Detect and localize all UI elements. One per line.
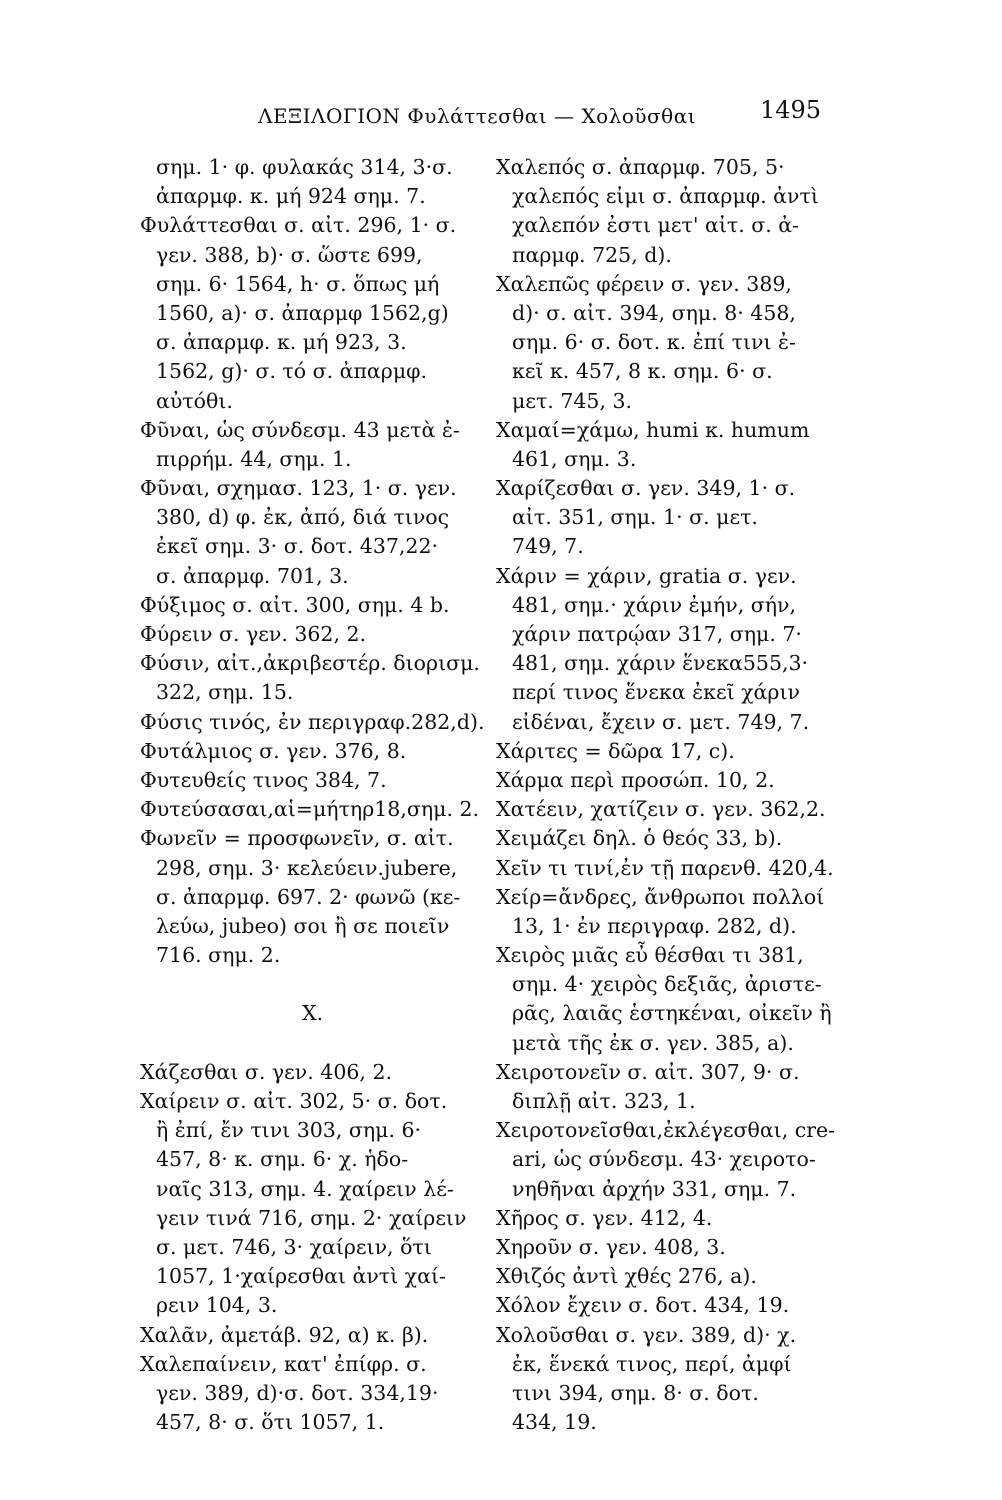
entry-line: αὐτόθι. bbox=[156, 388, 233, 413]
entry-headline: Χαλεπαίνειν, κατ' ἐπίφρ. σ. bbox=[140, 1351, 427, 1376]
entry-line: σημ. 4· χειρὸς δεξιᾶς, ἀριστε- bbox=[512, 972, 822, 997]
entry-line: σημ. 6· 1564, h· σ. ὅπως μή bbox=[156, 271, 440, 296]
page-header bbox=[0, 96, 1002, 136]
entry-headline: Χάρμα περὶ προσώπ. 10, 2. bbox=[496, 767, 775, 792]
entry-line: ναῖς 313, σημ. 4. χαίρειν λέ- bbox=[156, 1176, 454, 1201]
entry-headline: Φῦναι, ὡς σύνδεσμ. 43 μετὰ ἐ- bbox=[140, 417, 460, 442]
entry-headline: Χατέειν, χατίζειν σ. γεν. 362,2. bbox=[496, 797, 826, 822]
entry-line: χαλεπός εἰμι σ. ἀπαρμφ. ἀντὶ bbox=[512, 184, 819, 209]
entry-line: κεῖ κ. 457, 8 κ. σημ. 6· σ. bbox=[512, 359, 773, 384]
entry-line: 481, σημ. χάριν ἕνεκα555,3· bbox=[512, 651, 809, 676]
entry-headline: Χείρ=ἄνδρες, ἄνθρωποι πολλοί bbox=[496, 884, 825, 909]
entry-line: ἢ ἐπί, ἔν τινι 303, σημ. 6· bbox=[156, 1118, 422, 1143]
entry-line: σ. ἀπαρμφ. κ. μή 923, 3. bbox=[156, 330, 407, 355]
entry-line: d)· σ. αἰτ. 394, σημ. 8· 458, bbox=[512, 300, 796, 325]
entry-line: 298, σημ. 3· κελεύειν.jubere, bbox=[156, 855, 458, 880]
entry-line: τινι 394, σημ. 8· σ. δοτ. bbox=[512, 1380, 759, 1405]
entry-line: χάριν πατρῴαν 317, σημ. 7· bbox=[512, 622, 802, 646]
entry-headline: Χαίρειν σ. αἰτ. 302, 5· σ. δοτ. bbox=[140, 1089, 448, 1113]
entry-line: πιρρήμ. 44, σημ. 1. bbox=[156, 446, 352, 471]
entry-headline: Φωνεῖν = προσφωνεῖν, σ. αἰτ. bbox=[140, 826, 454, 851]
entry-headline: Χολοῦσθαι σ. γεν. 389, d)· χ. bbox=[496, 1322, 797, 1347]
entry-headline: Φυτεύσασαι,αἱ=μήτηρ18,σημ. 2. bbox=[140, 797, 480, 822]
entry-headline: Χειροτονεῖν σ. αἰτ. 307, 9· σ. bbox=[496, 1059, 800, 1084]
entry-line: χαλεπόν ἐστι μετ' αἰτ. σ. ἀ- bbox=[512, 213, 800, 238]
page-number: 1495 bbox=[760, 96, 822, 124]
entry-line: νηθῆναι ἀρχήν 331, σημ. 7. bbox=[512, 1176, 797, 1201]
entry-line: γειν τινά 716, σημ. 2· χαίρειν bbox=[156, 1205, 467, 1230]
entry-line: αἰτ. 351, σημ. 1· σ. μετ. bbox=[512, 505, 758, 530]
entry-line: εἰδέναι, ἔχειν σ. μετ. 749, 7. bbox=[512, 709, 810, 734]
entry-headline: Χθιζός ἀντὶ χθές 276, a). bbox=[496, 1264, 757, 1289]
entry-headline: Φύρειν σ. γεν. 362, 2. bbox=[140, 622, 367, 646]
blank-line bbox=[140, 1029, 485, 1058]
entry-headline: Φυτευθείς τινος 384, 7. bbox=[140, 767, 387, 792]
entry-headline: Φύσιν, αἰτ.,ἀκριβεστέρ. διορισμ. bbox=[140, 651, 480, 676]
entry-line: σ. μετ. 746, 3· χαίρειν, ὅτι bbox=[156, 1234, 432, 1259]
entry-headline: Χαρίζεσθαι σ. γεν. 349, 1· σ. bbox=[496, 476, 796, 501]
entry-line: 1560, a)· σ. ἀπαρμφ 1562,g) bbox=[156, 300, 449, 325]
entry-headline: Χαλᾶν, ἀμετάβ. 92, α) κ. β). bbox=[140, 1322, 429, 1347]
entry-line: 13, 1· ἐν περιγραφ. 282, d). bbox=[512, 913, 797, 938]
entry-line: διπλῇ αἰτ. 323, 1. bbox=[512, 1089, 696, 1113]
entry-headline: Χηροῦν σ. γεν. 408, 3. bbox=[496, 1234, 726, 1259]
entry-line: ρειν 104, 3. bbox=[156, 1293, 278, 1318]
entry-line: 434, 19. bbox=[512, 1410, 597, 1435]
entry-headline: Χῆρος σ. γεν. 412, 4. bbox=[496, 1205, 713, 1230]
entry-headline: Χάριν = χάριν, gratia σ. γεν. bbox=[496, 563, 797, 588]
entry-headline: Χαλεπῶς φέρειν σ. γεν. 389, bbox=[496, 271, 792, 296]
entry-line: 457, 8· σ. ὅτι 1057, 1. bbox=[156, 1410, 385, 1435]
entry-line: 457, 8· κ. σημ. 6· χ. ἡδο- bbox=[156, 1147, 409, 1172]
entry-line: 749, 7. bbox=[512, 534, 584, 559]
entry-line: γεν. 388, b)· σ. ὥστε 699, bbox=[156, 242, 423, 267]
entry-headline: Φυλάττεσθαι σ. αἰτ. 296, 1· σ. bbox=[140, 213, 457, 238]
entry-line: περί τινος ἕνεκα ἐκεῖ χάριν bbox=[512, 680, 800, 705]
entry-line: ἐκεῖ σημ. 3· σ. δοτ. 437,22· bbox=[156, 534, 439, 559]
entry-line: ἀπαρμφ. κ. μή 924 σημ. 7. bbox=[156, 184, 426, 209]
entry-line: σημ. 6· σ. δοτ. κ. ἐπί τινι ἐ- bbox=[512, 330, 796, 355]
entry-line: 481, σημ.· χάριν ἐμήν, σήν, bbox=[512, 592, 796, 617]
entry-headline: Χαλεπός σ. ἀπαρμφ. 705, 5· bbox=[496, 155, 785, 179]
entry-headline: Φύσις τινός, ἐν περιγραφ.282,d). bbox=[140, 709, 485, 734]
entry-headline: Χόλον ἔχειν σ. δοτ. 434, 19. bbox=[496, 1293, 790, 1318]
entry-line: ἐκ, ἕνεκά τινος, περί, ἀμφί bbox=[512, 1351, 792, 1376]
entry-headline: Χειρὸς μιᾶς εὖ θέσθαι τι 381, bbox=[496, 943, 804, 968]
left-column bbox=[140, 153, 485, 1437]
entry-line: σ. ἀπαρμφ. 697. 2· φωνῶ (κε- bbox=[156, 884, 461, 909]
entry-headline: Χάζεσθαι σ. γεν. 406, 2. bbox=[140, 1059, 393, 1084]
running-head: ΛΕΞΙΛΟΓΙΟΝ Φυλάττεσθαι — Χολοῦσθαι bbox=[258, 104, 697, 128]
entry-line: μετ. 745, 3. bbox=[512, 388, 633, 413]
section-letter: X. bbox=[301, 1001, 324, 1026]
entry-line: παρμφ. 725, d). bbox=[512, 242, 672, 267]
entry-line: γεν. 389, d)·σ. δοτ. 334,19· bbox=[156, 1380, 439, 1405]
entry-line: μετὰ τῆς ἐκ σ. γεν. 385, a). bbox=[512, 1030, 794, 1055]
entry-line: ari, ὡς σύνδεσμ. 43· χειροτο- bbox=[512, 1147, 816, 1172]
entry-line: 1562, g)· σ. τό σ. ἀπαρμφ. bbox=[156, 359, 428, 384]
entry-line: ρᾶς, λαιᾶς ἑστηκέναι, οἰκεῖν ἢ bbox=[512, 1001, 832, 1026]
entry-line: 380, d) φ. ἐκ, ἀπό, διά τινος bbox=[156, 505, 450, 530]
entry-line: 716. σημ. 2. bbox=[156, 943, 281, 968]
blank-line bbox=[140, 970, 485, 999]
entry-headline: Χαμαί=χάμω, humi κ. humum bbox=[496, 417, 810, 442]
entry-line: σημ. 1· φ. φυλακάς 314, 3·σ. bbox=[156, 155, 453, 179]
entry-line: λεύω, jubeo) σοι ἢ σε ποιεῖν bbox=[156, 913, 450, 938]
entry-headline: Χάριτες = δῶρα 17, c). bbox=[496, 738, 735, 763]
entry-line: 1057, 1·χαίρεσθαι ἀντὶ χαί- bbox=[156, 1264, 446, 1289]
entry-line: 461, σημ. 3. bbox=[512, 446, 637, 471]
entry-headline: Χεῖν τι τινί,ἐν τῇ παρενθ. 420,4. bbox=[496, 855, 834, 880]
right-column bbox=[496, 153, 841, 1437]
entry-line: 322, σημ. 15. bbox=[156, 680, 294, 705]
entry-headline: Φύξιμος σ. αἰτ. 300, σημ. 4 b. bbox=[140, 592, 450, 617]
entry-headline: Χειμάζει δηλ. ὁ θεός 33, b). bbox=[496, 826, 783, 851]
entry-headline: Χειροτονεῖσθαι,ἐκλέγεσθαι, cre- bbox=[496, 1118, 836, 1143]
entry-headline: Φυτάλμιος σ. γεν. 376, 8. bbox=[140, 738, 407, 763]
entry-line: σ. ἀπαρμφ. 701, 3. bbox=[156, 563, 349, 588]
entry-headline: Φῦναι, σχημασ. 123, 1· σ. γεν. bbox=[140, 476, 457, 501]
